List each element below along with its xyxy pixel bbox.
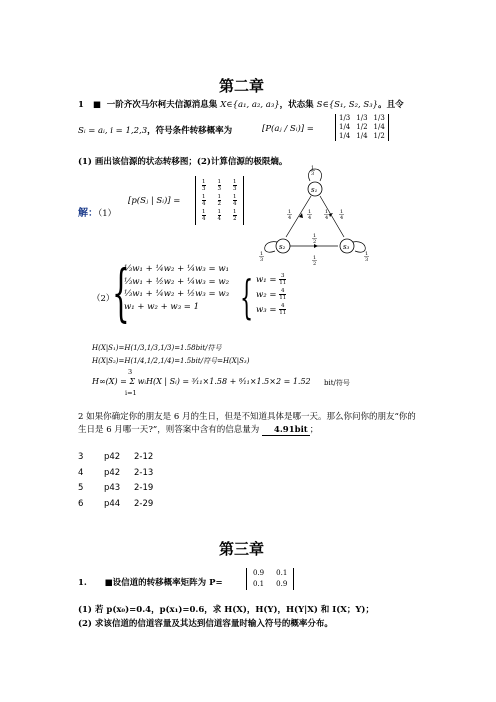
weight-name: w₂ = xyxy=(256,290,277,300)
numerator: 1 xyxy=(233,179,237,185)
q2-answer: 4.91bit xyxy=(262,425,310,436)
denominator: 3 xyxy=(217,186,221,192)
weight-value xyxy=(256,303,286,318)
numerator: 1 xyxy=(202,209,206,215)
matrix-cell: 1/3 xyxy=(373,114,385,122)
q1-text2: ，状态集 xyxy=(279,100,314,110)
edge-prob-numerator: 1 xyxy=(365,251,369,257)
numerator: 1 xyxy=(233,209,237,215)
arrow-icon xyxy=(329,213,333,217)
numerator: 3 xyxy=(280,273,285,279)
numerator: 1 xyxy=(202,179,206,185)
h-s2: H(X|S₂)=H(1/4,1/2,1/4)=1.5bit/符号=H(X|S₃) xyxy=(92,357,250,365)
q1-p-label: [P(aⱼ / Sᵢ)] = xyxy=(262,124,314,134)
bullet-icon: ■ xyxy=(92,100,101,110)
q2-text1: 如果你确定你的朋友是 6 月的生日，但是不知道具体是哪一天。那么你问你的朋友“你的 xyxy=(86,412,416,422)
ref-page: p44 xyxy=(104,498,121,509)
matrix-cell xyxy=(212,178,228,193)
solution-part1: （1） xyxy=(98,209,117,219)
reference-list xyxy=(78,450,153,512)
solution-label-line xyxy=(78,204,116,219)
numerator: 1 xyxy=(217,194,221,200)
q1-number: 1 xyxy=(78,100,84,110)
ref-item: 2-13 xyxy=(134,467,154,478)
matrix-cell: 1/3 xyxy=(356,114,368,122)
numerator: 1 xyxy=(217,209,221,215)
matrix-cell: 1/4 xyxy=(356,132,368,140)
brace-right: { xyxy=(240,270,254,324)
matrix-cell xyxy=(227,193,243,208)
denominator: 3 xyxy=(202,186,206,192)
edge-prob-denominator: 2 xyxy=(313,239,317,245)
q2-line1 xyxy=(78,410,416,422)
matrix-cell xyxy=(212,193,228,208)
solution-label: 解： xyxy=(78,208,98,219)
ref-page: p42 xyxy=(104,467,121,478)
q2-end: ； xyxy=(309,425,319,435)
h-s1: H(X|S₁)=H(1/3,1/3,1/3)=1.58bit/符号 xyxy=(92,344,222,352)
weight-name: w₃ = xyxy=(256,305,277,315)
brace-left: { xyxy=(112,256,130,329)
edge-prob-numerator: 1 xyxy=(313,255,317,261)
equation: ⅓w₁ + ½w₂ + ¼w₃ = w₂ xyxy=(124,276,230,287)
numerator: 1 xyxy=(217,179,221,185)
edge-prob-numerator: 1 xyxy=(313,233,317,239)
ref-page: p43 xyxy=(104,483,121,493)
q1-sset: S∈{S₁, S₂, S₃} xyxy=(316,100,379,110)
matrix-cell: 0.9 xyxy=(276,580,288,588)
ch3-q1-text: ■设信道的转移概率矩阵为 P= xyxy=(104,578,223,588)
denominator: 2 xyxy=(217,201,221,207)
denominator: 2 xyxy=(233,216,237,222)
ch3-task2: (2) 求该信道的信道容量及其达到信道容量时输入符号的概率分布。 xyxy=(78,619,333,629)
edge-prob-denominator: 3 xyxy=(365,257,369,263)
edge-prob-denominator: 2 xyxy=(313,261,317,267)
edge-prob-numerator: 1 xyxy=(260,251,264,257)
edge-prob-denominator: 4 xyxy=(325,215,329,221)
matrix-cell xyxy=(196,178,212,193)
denominator: 4 xyxy=(217,216,221,222)
weight-value xyxy=(256,288,286,303)
matrix-cell xyxy=(227,208,243,223)
q1-matrix xyxy=(335,114,389,141)
denominator: 11 xyxy=(279,280,287,286)
matrix-cell: 0.1 xyxy=(276,569,288,577)
q2-text2: 生日是 6 月哪一天?”，则答案中含有的信息量为 xyxy=(78,425,260,435)
reference-item xyxy=(78,497,153,513)
edge-prob-denominator: 4 xyxy=(288,215,292,221)
q1-xset: X∈{a₁, a₂, a₃} xyxy=(220,100,280,110)
matrix-cell xyxy=(196,208,212,223)
edge-prob-numerator: 1 xyxy=(288,209,292,215)
denominator: 11 xyxy=(279,295,287,301)
self-loop-s2 xyxy=(265,242,277,253)
chapter2-title: 第二章 xyxy=(219,77,265,95)
equation: ⅓w₁ + ¼w₂ + ¼w₃ = w₁ xyxy=(124,264,230,274)
edge-prob-numerator: 1 xyxy=(340,209,344,215)
node-s1-label: s₁ xyxy=(311,186,318,194)
equation: ⅓w₁ + ¼w₂ + ½w₃ = w₃ xyxy=(124,289,230,299)
denominator: 4 xyxy=(233,201,237,207)
denominator: 4 xyxy=(202,201,206,207)
ref-number: 6 xyxy=(78,498,84,509)
matrix-cell xyxy=(227,178,243,193)
edge-prob-numerator: 1 xyxy=(308,209,312,215)
edge-prob-denominator: 4 xyxy=(340,215,344,221)
edge-prob-numerator: 1 xyxy=(311,165,315,171)
weight-name: w₁ = xyxy=(256,275,277,285)
equation: w₁ + w₂ + w₃ = 1 xyxy=(124,301,200,312)
weights-solution xyxy=(256,273,286,318)
ch3-task1: (1) 若 p(x₀)=0.4，p(x₁)=0.6，求 H(X)，H(Y)，H(Y|X) 和 I(X；Y)； xyxy=(78,605,374,615)
denominator: 4 xyxy=(202,216,206,222)
matrix-cell: 0.9 xyxy=(253,569,265,577)
node-s2-label: s₂ xyxy=(279,243,286,251)
q1-tasks: (1) 画出该信源的状态转移图；(2)计算信源的极限熵。 xyxy=(78,157,288,167)
q2-number: 2 xyxy=(78,412,84,422)
p-matrix xyxy=(195,176,244,225)
ref-item: 2-12 xyxy=(134,452,154,462)
ch3-q1-number: 1. xyxy=(78,578,87,588)
ref-number: 4 xyxy=(78,467,84,478)
q1-line2 xyxy=(78,124,232,136)
matrix-cell: 1/2 xyxy=(373,132,385,140)
denominator: 3 xyxy=(233,186,237,192)
matrix-cell xyxy=(212,208,228,223)
arrow-icon xyxy=(299,213,303,218)
solution-part2: （2） xyxy=(92,294,115,304)
numerator: 4 xyxy=(280,303,285,309)
matrix-cell: 0.1 xyxy=(253,580,265,588)
weight-value xyxy=(256,273,286,288)
h-inf: H∞(X) = Σ wᵢH(X | Sᵢ) = ³⁄₁₁×1.58 + ⁸⁄₁₁×1.5×2 = 1.52 xyxy=(92,377,311,386)
ref-number: 5 xyxy=(78,483,84,493)
numerator: 1 xyxy=(202,194,206,200)
edge-prob-denominator: 4 xyxy=(308,215,312,221)
node-s3-label: s₃ xyxy=(343,243,350,251)
reference-item xyxy=(78,481,153,497)
q1-text4: ，符号条件转移概率为 xyxy=(147,126,233,136)
q1-text1: 一阶齐次马尔柯夫信源消息集 xyxy=(106,100,218,110)
matrix-cell xyxy=(196,193,212,208)
self-loop-s3 xyxy=(353,242,365,253)
ref-item: 2-19 xyxy=(134,483,154,493)
edge-prob-denominator: 3 xyxy=(311,171,315,177)
state-transition-diagram xyxy=(250,163,380,268)
q2-line2 xyxy=(78,423,318,436)
numerator: 4 xyxy=(280,288,285,294)
matrix-cell: 1/4 xyxy=(339,123,351,131)
ch3-q1-line xyxy=(78,576,223,588)
equation-system xyxy=(124,263,229,313)
q1-text3: 。且令 xyxy=(378,100,404,110)
numerator: 1 xyxy=(233,194,237,200)
chapter3-title: 第三章 xyxy=(219,540,265,558)
denominator: 11 xyxy=(279,310,287,316)
channel-matrix xyxy=(246,568,294,590)
reference-item xyxy=(78,466,153,482)
ref-item: 2-29 xyxy=(134,498,154,509)
p-matrix-label: [p(Sⱼ | Sᵢ)] = xyxy=(128,196,181,206)
sum-bottom: i=1 xyxy=(125,389,137,397)
matrix-cell: 1/2 xyxy=(356,123,368,131)
ref-number: 3 xyxy=(78,452,84,462)
matrix-cell: 1/3 xyxy=(339,114,351,122)
matrix-cell: 1/4 xyxy=(339,132,351,140)
q1-line1 xyxy=(78,98,404,110)
sum-top: 3 xyxy=(128,368,133,376)
matrix-cell: 1/4 xyxy=(373,123,385,131)
reference-item xyxy=(78,450,153,466)
edge-prob-numerator: 1 xyxy=(325,209,329,215)
h-inf-unit: bit/符号 xyxy=(324,379,350,387)
ref-page: p42 xyxy=(104,452,121,462)
edge-prob-denominator: 3 xyxy=(260,257,264,263)
q1-assign: Sᵢ = aᵢ, i = 1,2,3 xyxy=(78,126,148,136)
